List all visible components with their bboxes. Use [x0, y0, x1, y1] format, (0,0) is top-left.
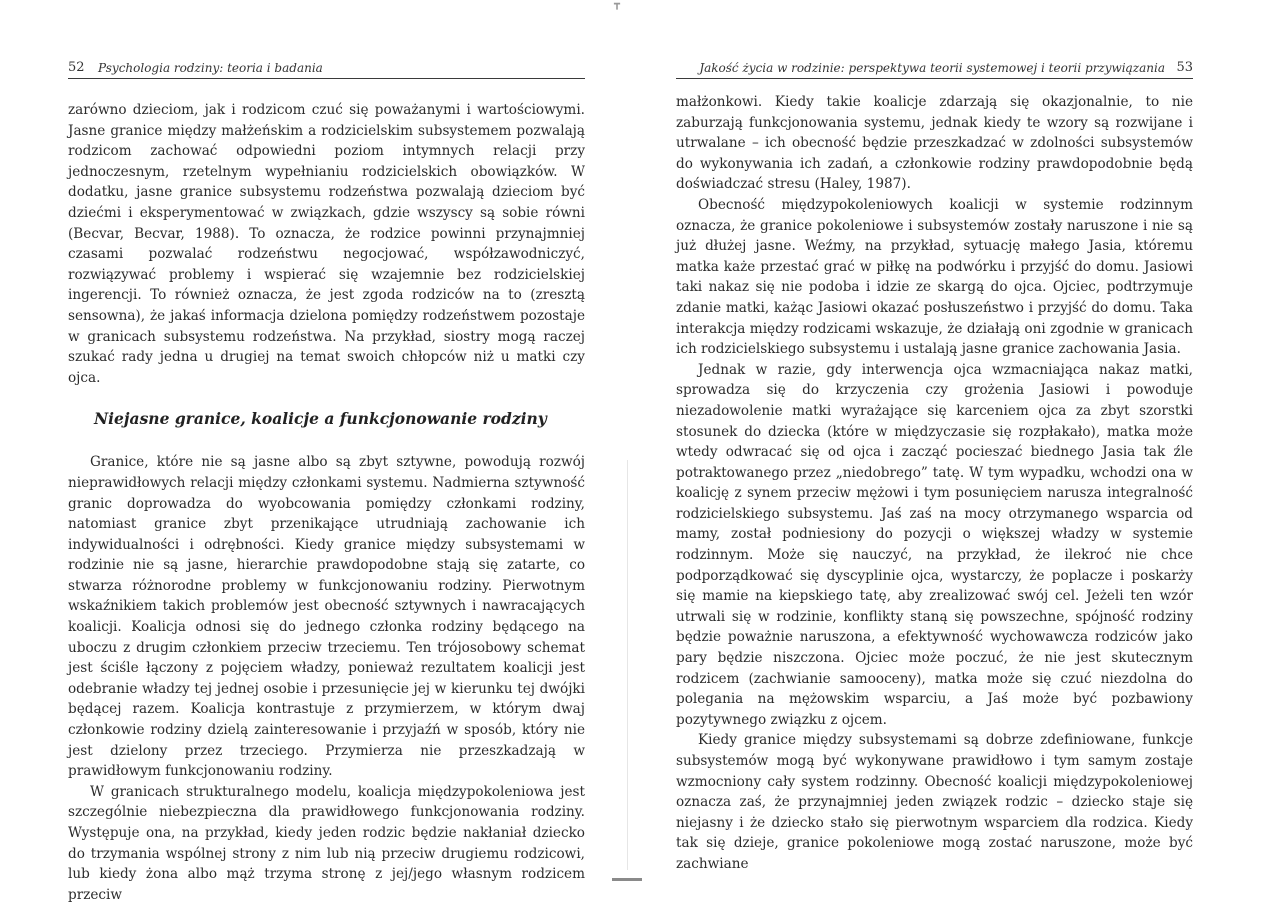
running-head-title: Psychologia rodziny: teoria i badania — [98, 61, 323, 75]
gutter-line — [627, 460, 628, 870]
right-running-header — [676, 60, 1193, 79]
section-heading: Niejasne granice, koalicje a funkcjonowanie rodziny — [94, 409, 547, 429]
left-body-text — [68, 100, 585, 905]
gutter-scan-mark: ┳ — [614, 0, 621, 10]
paragraph: W granicach strukturalnego modelu, koalicja międzypokoleniowa jest szczególnie niebezpieczna dla prawidłowego funkcjonowania rodziny. Występuje ona, na przykład, kiedy jeden rodzic będzie nakłaniał dziecko do trzymania wspólnej strony z nim lub nią przeciw drugiemu rodzicowi, lub kiedy żona albo mąż trzyma stronę z jej/jego własnym rodzicem przeciw — [68, 783, 585, 903]
page-number: 52 — [68, 60, 85, 75]
running-head-title: Jakość życia w rodzinie: perspektywa teorii systemowej i teorii przywiązania — [699, 61, 1165, 75]
paragraph: Obecność międzypokoleniowych koalicji w systemie rodzinnym oznacza, że granice pokoleniowe i subsystemów zostały naruszone i nie są już dłużej jasne. Weźmy, na przykład, sytuację małego Jasia, któremu matka każe przestać grać w piłkę na podwórku i przyjść do domu. Jasiowi taki nakaz się nie podoba i idzie ze skargą do ojca. Ojciec, podtrzymuje zdanie matki, każąc Jasiowi okazać posłuszeństwo i przyjść do domu. Taka interakcja między rodzicami wskazuje, że działają oni zgodnie w granicach ich rodzicielskiego subsystemu i ustalają jasne granice zachowania Jasia. — [676, 196, 1193, 358]
paragraph: Jednak w razie, gdy interwencja ojca wzmacniająca nakaz matki, sprowadza się do krzyczenia czy grożenia Jasiowi i powoduje niezadowolenie matki wyrażające się karceniem ojca za zbyt szorstki stosunek do dziecka (które w międzyczasie się rozpłakało), matka może wtedy odwracać się od ojca i zacząć pocieszać biednego Jasia tak źle potraktowanego przez „niedobrego” tatę. W tym wypadku, wchodzi ona w koalicję z synem przeciw mężowi i tym posunięciem narusza integralność rodzicielskiego subsystemu. Jaś zaś na mocy otrzymanego wsparcia od mamy, został podniesiony do pozycji o większej władzy w systemie rodzinnym. Może się nauczyć, na przykład, że ilekroć nie chce podporządkować się dyscyplinie ojca, wystarczy, że poplacze i poskarży się mamie na kiepskiego tatę, aby zrealizować swój cel. Jeżeli ten wzór utrwali się w rodzinie, konflikty staną się powszechne, spójność rodziny będzie poważnie naruszona, a efektywność wychowawcza rodziców jako pary będzie niszczona. Ojciec może poczuć, że nie jest skutecznym rodzicem (zachwianie samooceny), matka może się czuć niezdolna do polegania na mężowskim wsparciu, a Jaś może być pozbawiony pozytywnego związku z ojcem. — [676, 361, 1193, 728]
gutter-scan-mark-bottom — [612, 878, 642, 881]
paragraph: Granice, które nie są jasne albo są zbyt sztywne, powodują rozwój nieprawidłowych relacji między członkami systemu. Nadmierna sztywność granic doprowadza do wyobcowania pomiędzy członkami rodziny, natomiast granice zbyt przenikające utrudniają zachowanie ich indywidualności i odrębności. Kiedy granice między subsystemami w rodzinie nie są jasne, hierarchie prawdopodobne stają się zatarte, co stwarza różnorodne problemy w funkcjonowaniu rodziny. Pierwotnym wskaźnikiem takich problemów jest obecność sztywnych i nawracających koalicji. Koalicja odnosi się do jednego członka rodziny będącego na uboczu z drugim członkiem przeciw trzeciemu. Ten trójosobowy schemat jest ściśle łączony z pojęciem władzy, ponieważ rezultatem koalicji jest odebranie władzy tej jednej osobie i przesunięcie jej w kierunku tej dwójki będącej razem. Koalicja kontrastuje z przymierzem, w którym dwaj członkowie rodziny dzielą zainteresowanie i przyjaźń w sposób, który nie jest dzielony przez trzeciego. Przymierza nie przeszkadzają w prawidłowym funkcjonowaniu rodziny. — [68, 454, 585, 780]
paragraph: zarówno dzieciom, jak i rodzicom czuć się poważanymi i wartościowymi. Jasne granice między małżeńskim a rodzicielskim subsystemem pozwalają rodzicom zachować odpowiedni poziom intymnych relacji przy jednoczesnym, rzetelnym wypełnianiu rodzicielskich obowiązków. W dodatku, jasne granice subsystemu rodzeństwa pozwalają dzieciom być dziećmi i eksperymentować w związkach, gdzie wszyscy są sobie równi (Becvar, Becvar, 1988). To oznacza, że rodzice powinni przynajmniej czasami pozwalać rodzeństwu negocjować, współzawodniczyć, rozwiązywać problemy i wspierać się wzajemnie bez rodzicielskiej ingerencji. To również oznacza, że jest zgoda rodziców na to (zresztą sensowna), że jakaś informacja dzielona pomiędzy rodzeństwem pozostaje w granicach subsystemu rodzeństwa. Na przykład, siostry mogą raczej szukać rady jedna u drugiej na temat swoich chłopców niż u matki czy ojca. — [68, 102, 585, 386]
paragraph: małżonkowi. Kiedy takie koalicje zdarzają się okazjonalnie, to nie zaburzają funkcjonowania systemu, jednak kiedy te wzory są rozwijane i utrwalane – ich obecność będzie przeszkadzać w zdolności subsystemów do wykonywania ich zadań, a członkowie rodziny prawdopodobnie będą doświadczać stresu (Haley, 1987). — [676, 94, 1193, 193]
page-number: 53 — [1176, 60, 1193, 75]
right-body-text — [676, 92, 1193, 875]
left-running-header — [68, 60, 585, 79]
paragraph: Kiedy granice między subsystemami są dobrze zdefiniowane, funkcje subsystemów mogą być wykonywane prawidłowo i tym samym zostaje wzmocniony cały system rodzinny. Obecność koalicji międzypokoleniowej oznacza zaś, że przynajmniej jeden związek rodzic – dziecko staje się niejasny i że dziecko stało się pierwotnym wsparciem dla rodzica. Kiedy tak się dzieje, granice pokoleniowe mogą zostać naruszone, może być zachwiane — [676, 732, 1193, 872]
